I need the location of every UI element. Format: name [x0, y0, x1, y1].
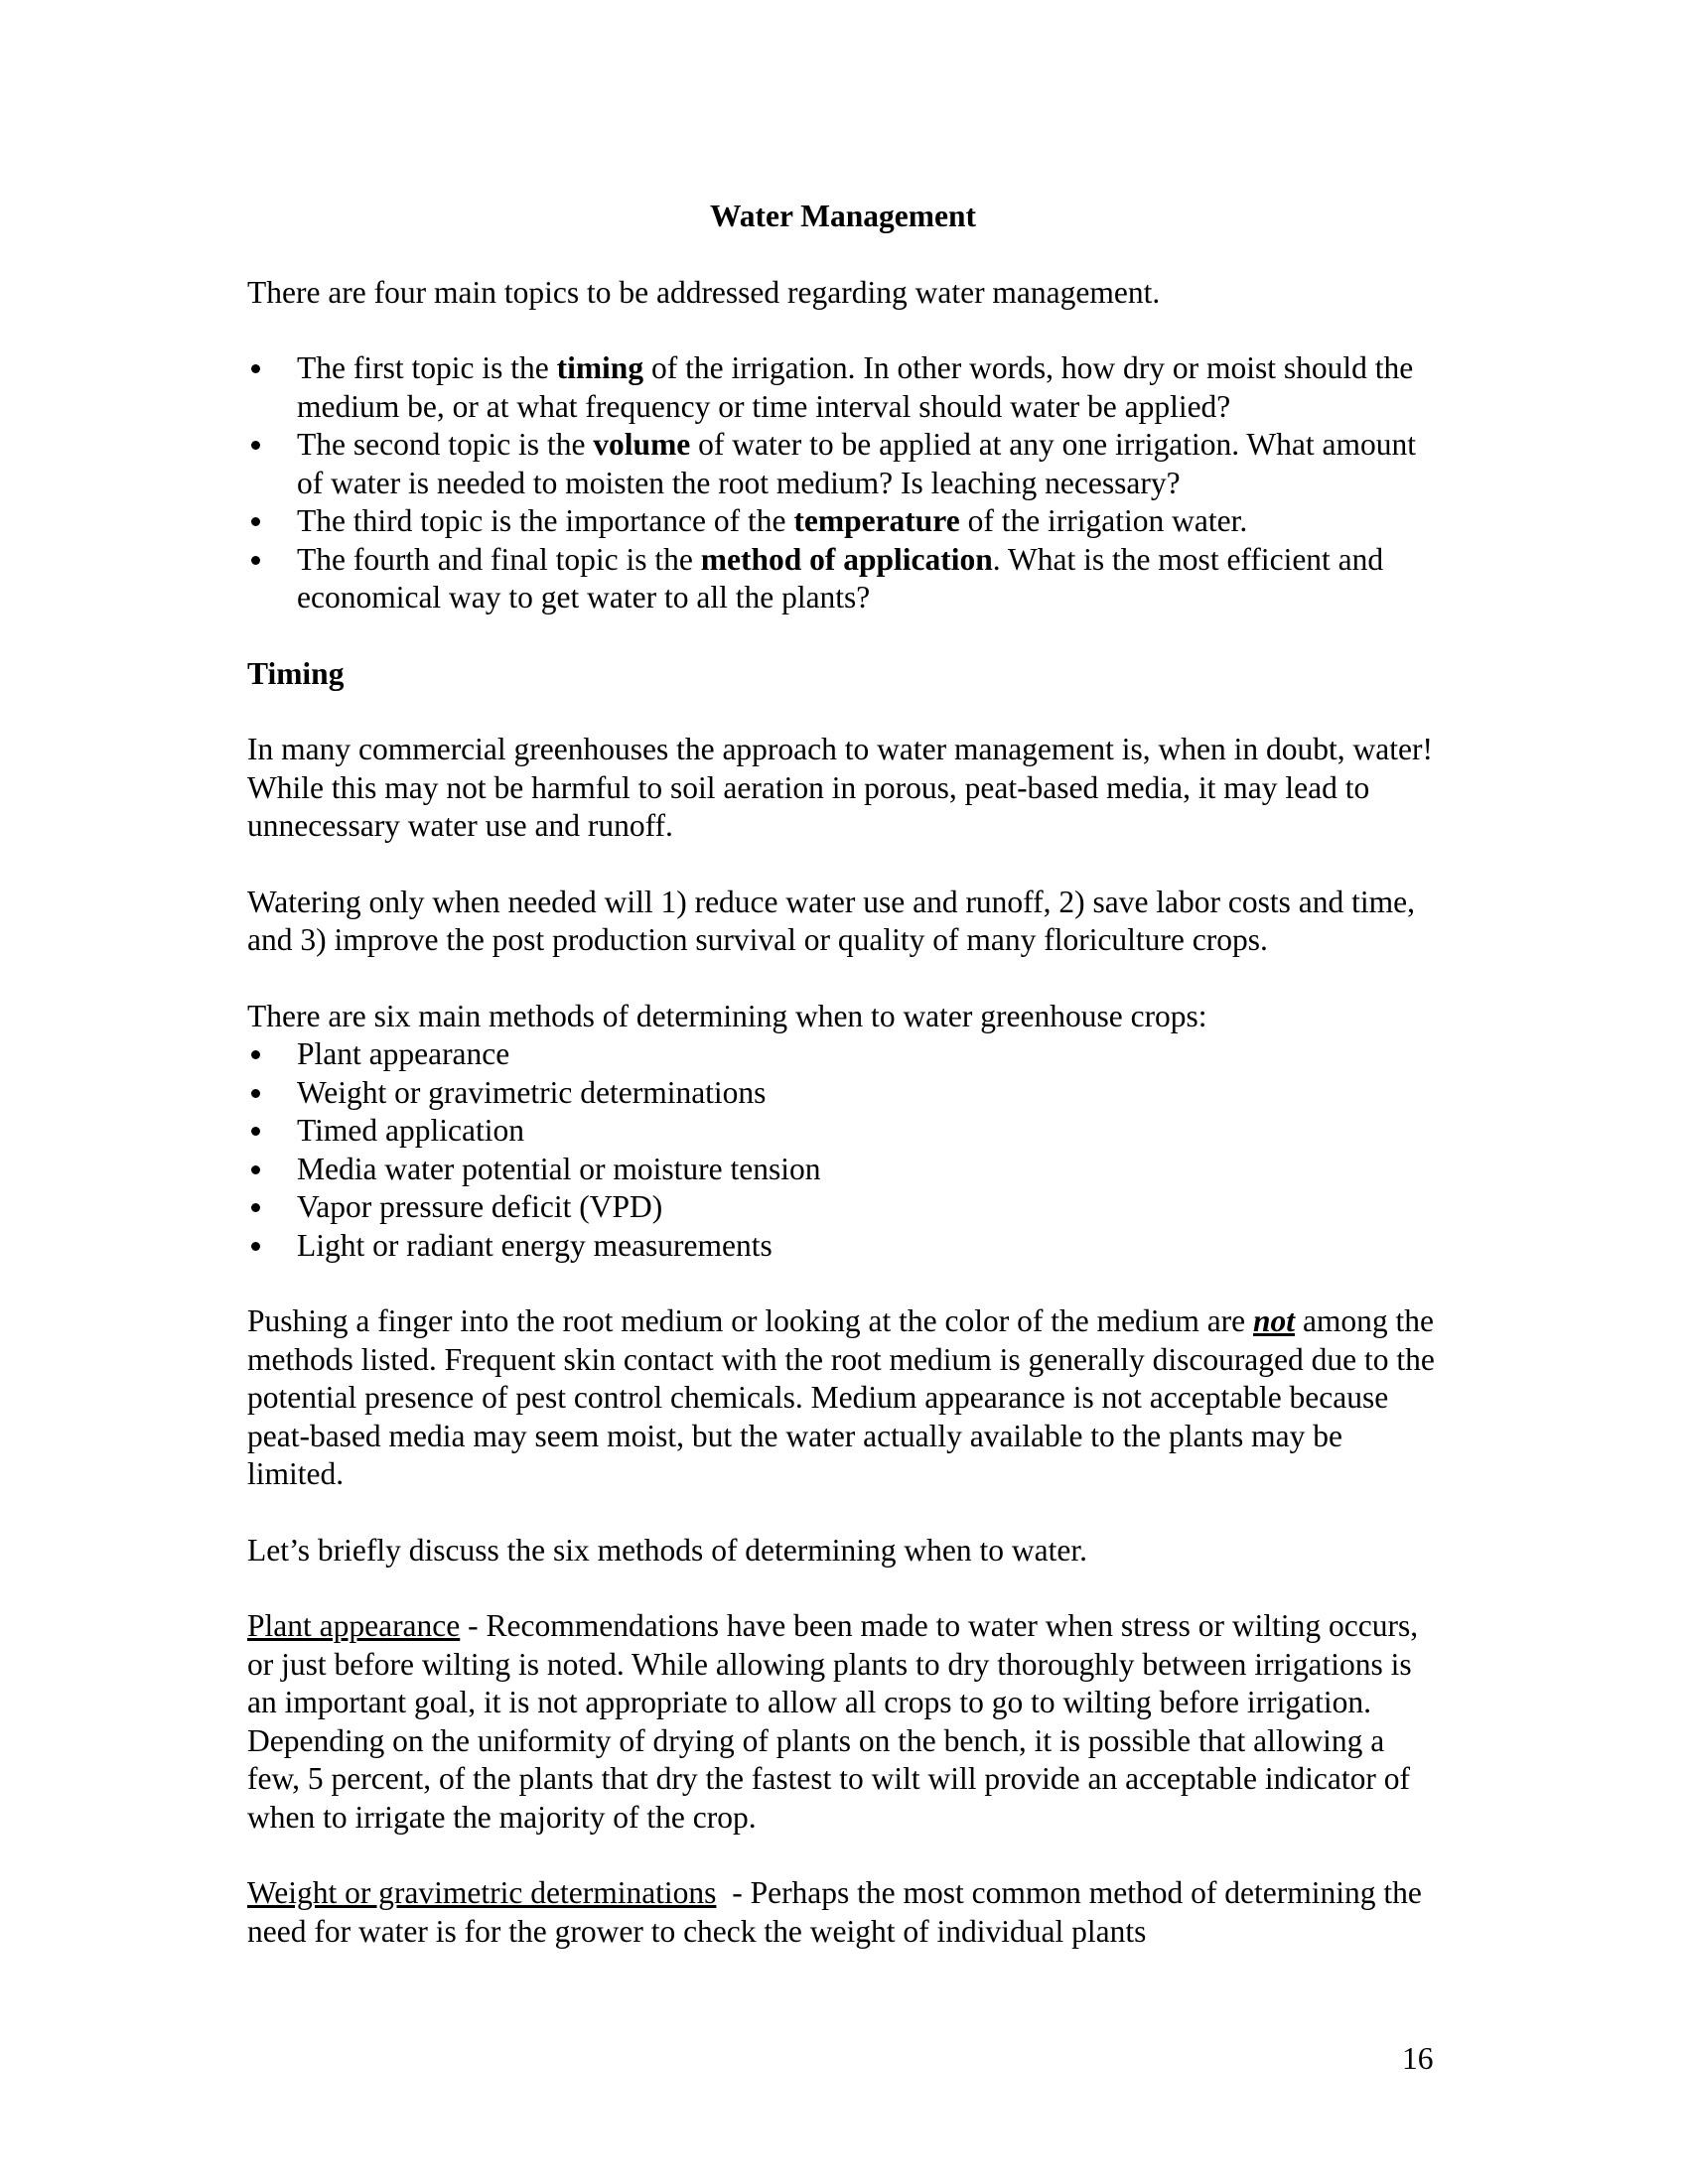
- intro-paragraph: There are four main topics to be addressed regarding water management.: [247, 274, 1161, 310]
- list-item: Timed application: [247, 1112, 1439, 1151]
- list-item: Plant appearance: [247, 1035, 1439, 1074]
- section-heading-timing: Timing: [247, 655, 345, 691]
- term-weight-gravimetric: Weight or gravimetric determinations: [247, 1875, 717, 1910]
- list-item: The third topic is the importance of the temperature of the irrigation water.: [247, 502, 1439, 541]
- paragraph-plant-appearance: Plant appearance - Recommendations have been made to water when stress or wilting occurs, or just before wilting is noted. While allowing plants to dry thoroughly between irrigations is an important goal, it is not appropriate to allow all crops to go to wilting before irrigation. Depending on the uniformity of drying of plants on the bench, it is possible that allowing a few, 5 percent, of the plants that dry the fastest to wilt will provide an acceptable indicator of when to irrigate the majority of the crop.: [247, 1608, 1419, 1835]
- emphasis-not: not: [1253, 1303, 1296, 1338]
- paragraph-commercial-greenhouses: In many commercial greenhouses the approach to water management is, when in doubt, water! While this may not be harmful to soil aeration in porous, peat-based media, it may lead to unnecessary water use and runoff.: [247, 732, 1433, 843]
- term-plant-appearance: Plant appearance: [247, 1608, 461, 1643]
- list-item: Weight or gravimetric determinations: [247, 1074, 1439, 1113]
- paragraph-not-methods: Pushing a finger into the root medium or looking at the color of the medium are not among the methods listed. Frequent skin contact with the root medium is generally discouraged due to the potential presence of pest control chemicals. Medium appearance is not acceptable because peat-based media may seem moist, but the water actually available to the plants may be limited.: [247, 1303, 1435, 1491]
- list-item: The fourth and final topic is the method of application. What is the most efficient and economical way to get water to all the plants?: [247, 541, 1439, 617]
- list-item: Media water potential or moisture tension: [247, 1151, 1439, 1189]
- list-item: The first topic is the timing of the irrigation. In other words, how dry or moist should the medium be, or at what frequency or time interval should water be applied?: [247, 349, 1439, 426]
- page-title: Water Management: [710, 199, 976, 233]
- paragraph-weight-gravimetric: Weight or gravimetric determinations - Perhaps the most common method of determining the need for water is for the grower to check the weight of individual plants: [247, 1875, 1430, 1949]
- topics-list: [247, 349, 1439, 617]
- list-item: The second topic is the volume of water to be applied at any one irrigation. What amount of water is needed to moisten the root medium? Is leaching necessary?: [247, 426, 1439, 502]
- methods-intro: There are six main methods of determining when to water greenhouse crops:: [247, 998, 1207, 1033]
- paragraph-briefly-discuss: Let’s briefly discuss the six methods of determining when to water.: [247, 1532, 1087, 1568]
- paragraph-watering-benefits: Watering only when needed will 1) reduce water use and runoff, 2) save labor costs and time, and 3) improve the post production survival or quality of many floriculture crops.: [247, 884, 1415, 957]
- page-content: [247, 198, 1439, 1951]
- list-item: Light or radiant energy measurements: [247, 1227, 1439, 1266]
- list-item: Vapor pressure deficit (VPD): [247, 1188, 1439, 1227]
- methods-list: [247, 1035, 1439, 1265]
- page-number: 16: [1402, 2041, 1434, 2076]
